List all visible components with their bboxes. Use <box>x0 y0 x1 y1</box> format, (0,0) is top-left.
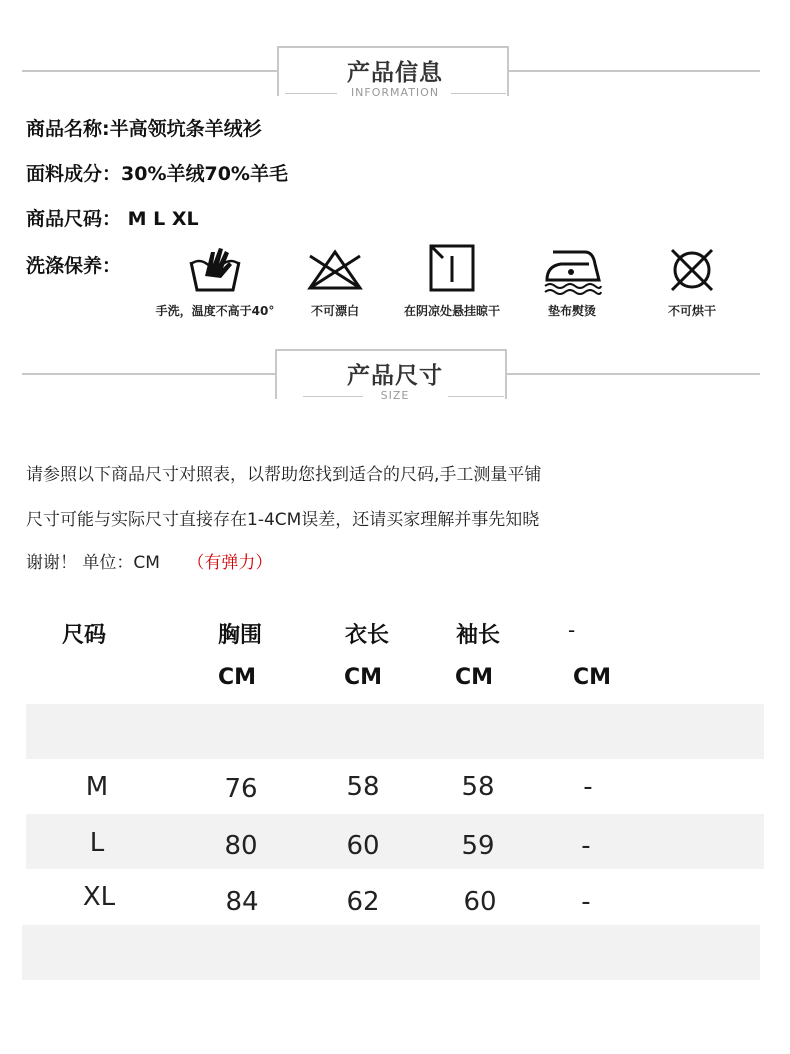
cell-chest: 76 <box>224 774 258 804</box>
table-band <box>22 925 760 980</box>
header-size: 尺码 <box>62 623 107 648</box>
cell-length: 60 <box>346 831 380 861</box>
size-section-header <box>0 349 790 409</box>
size-section-title: 产品尺寸 <box>347 363 443 389</box>
cell-blank: - <box>581 887 591 917</box>
cell-blank: - <box>581 831 591 861</box>
care-item-no-tumble-dry <box>652 242 732 319</box>
hand-wash-icon <box>185 242 245 296</box>
note-line-3 <box>26 548 272 573</box>
cell-size: XL <box>82 882 116 912</box>
iron-with-cloth-icon <box>539 242 605 296</box>
unit-length: CM <box>344 665 383 690</box>
unit-sleeve: CM <box>455 665 494 690</box>
care-label-hand-wash: 手洗，温度不高于40° <box>155 304 275 318</box>
note-line-2: 尺寸可能与实际尺寸直接存在1-4CM误差，还请买家理解并事先知晓 <box>26 510 540 530</box>
product-material: 面料成分：30%羊绒70%羊毛 <box>26 163 288 185</box>
product-name: 商品名称:半高领坑条羊绒衫 <box>26 118 262 140</box>
header-length: 衣长 <box>345 623 390 648</box>
no-bleach-icon <box>304 242 366 296</box>
unit-chest: CM <box>218 665 257 690</box>
product-sizes: 商品尺码： M L XL <box>26 208 199 230</box>
cell-sleeve: 58 <box>461 772 495 802</box>
care-item-shade-dry <box>390 242 514 319</box>
header-blank: - <box>568 618 576 642</box>
cell-sleeve: 60 <box>463 887 497 917</box>
elastic-note: （有弹力） <box>187 553 273 573</box>
care-item-no-bleach <box>295 242 375 319</box>
care-item-hand-wash <box>145 242 285 319</box>
cell-size: M <box>85 772 109 802</box>
care-label-no-bleach: 不可漂白 <box>310 304 359 318</box>
header-chest: 胸围 <box>218 623 263 648</box>
note-unit-text: 谢谢！ 单位：CM <box>26 553 166 573</box>
info-section-header <box>0 46 790 106</box>
care-item-iron <box>532 242 612 319</box>
cell-length: 62 <box>346 887 380 917</box>
unit-blank: CM <box>573 665 612 690</box>
care-label-shade-dry: 在阴凉处悬挂晾干 <box>403 304 500 318</box>
care-label-no-tumble-dry: 不可烘干 <box>667 304 716 318</box>
cell-blank: - <box>583 772 593 802</box>
info-section-subtitle: INFORMATION <box>350 86 440 99</box>
cell-length: 58 <box>346 772 380 802</box>
care-label: 洗涤保养： <box>26 255 122 277</box>
cell-chest: 84 <box>225 887 259 917</box>
shade-dry-icon <box>425 242 479 296</box>
care-label-iron: 垫布熨烫 <box>547 304 596 318</box>
cell-chest: 80 <box>224 831 258 861</box>
no-tumble-dry-icon <box>664 242 720 296</box>
header-sleeve: 袖长 <box>456 623 501 648</box>
cell-size: L <box>89 828 105 858</box>
cell-sleeve: 59 <box>461 831 495 861</box>
size-section-subtitle: SIZE <box>380 389 410 402</box>
table-band <box>26 704 764 759</box>
note-line-1: 请参照以下商品尺寸对照表，以帮助您找到适合的尺码,手工测量平铺 <box>26 465 542 485</box>
info-section-title: 产品信息 <box>347 60 443 86</box>
